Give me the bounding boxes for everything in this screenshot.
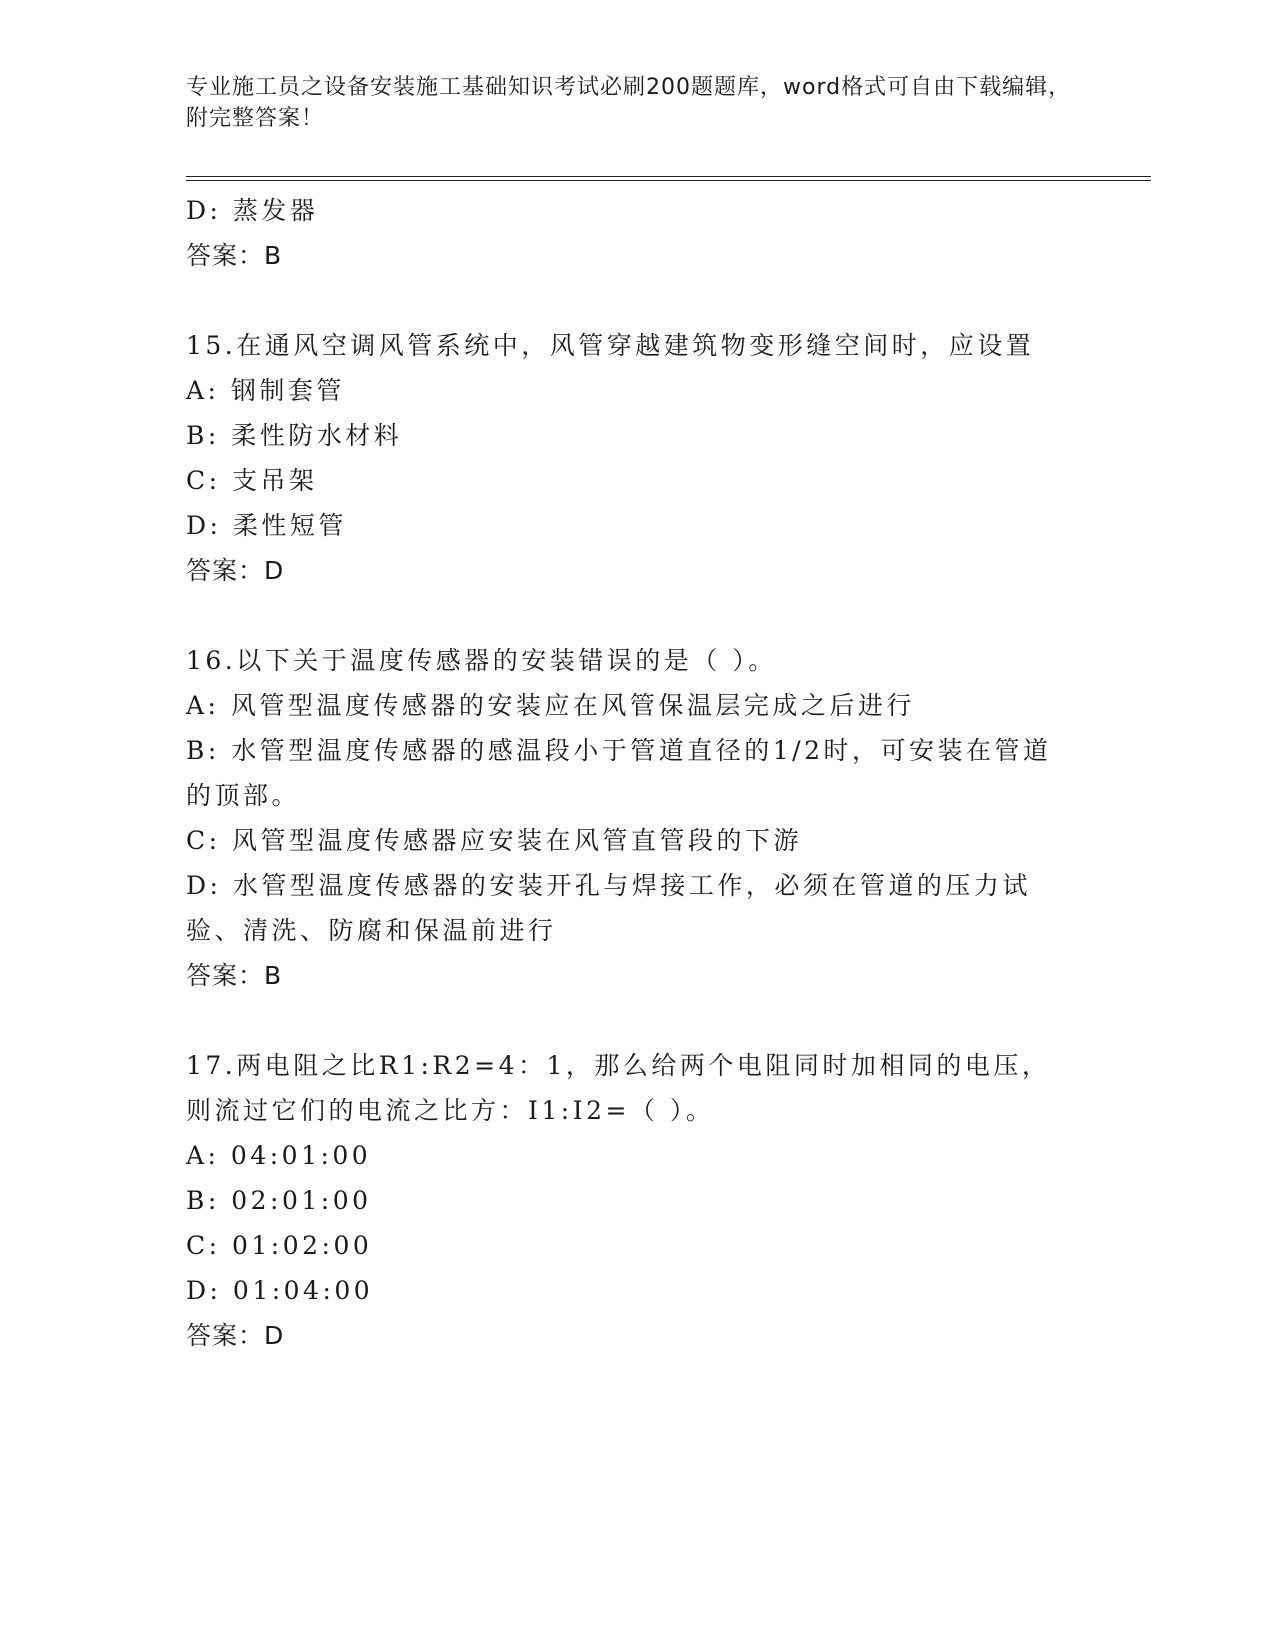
option-d: D: 01:04:00 (186, 1276, 374, 1305)
option-a: A: 04:01:00 (186, 1141, 372, 1170)
option-a: A: 风管型温度传感器的安装应在风管保温层完成之后进行 (186, 691, 915, 720)
option-b: B: 水管型温度传感器的感温段小于管道直径的1/2时，可安装在管道的顶部。 (186, 736, 1052, 810)
answer-line: 答案：D (186, 1321, 285, 1350)
option-d: D: 蒸发器 (186, 196, 319, 225)
option-a: A: 钢制套管 (186, 376, 345, 405)
question-stem: 17.两电阻之比R1:R2=4：1，那么给两个电阻同时加相同的电压，则流过它们的电流之比方：I1:I2=（ ）。 (186, 1051, 1051, 1125)
header-divider (186, 176, 1151, 181)
question-15 (186, 323, 1066, 593)
option-d: D: 柔性短管 (186, 511, 347, 540)
option-d: D: 水管型温度传感器的安装开孔与焊接工作，必须在管道的压力试验、清洗、防腐和保温前进行 (186, 871, 1031, 945)
answer-line: 答案：D (186, 556, 285, 585)
option-c: C: 风管型温度传感器应安装在风管直管段的下游 (186, 826, 802, 855)
question-stem: 16.以下关于温度传感器的安装错误的是（ ）。 (186, 646, 777, 675)
answer-line: 答案：B (186, 241, 283, 270)
answer-line: 答案：B (186, 961, 283, 990)
option-b: B: 柔性防水材料 (186, 421, 403, 450)
question-stem: 15.在通风空调风管系统中，风管穿越建筑物变形缝空间时，应设置 (186, 331, 1035, 360)
option-b: B: 02:01:00 (186, 1186, 372, 1215)
question-17 (186, 1043, 1066, 1358)
document-header: 专业施工员之设备安装施工基础知识考试必刷200题题库，word格式可自由下载编辑，附完整答案！ (186, 75, 1072, 131)
document-body (186, 188, 1066, 1358)
option-c: C: 01:02:00 (186, 1231, 373, 1260)
question-16 (186, 638, 1066, 998)
option-c: C: 支吊架 (186, 466, 318, 495)
